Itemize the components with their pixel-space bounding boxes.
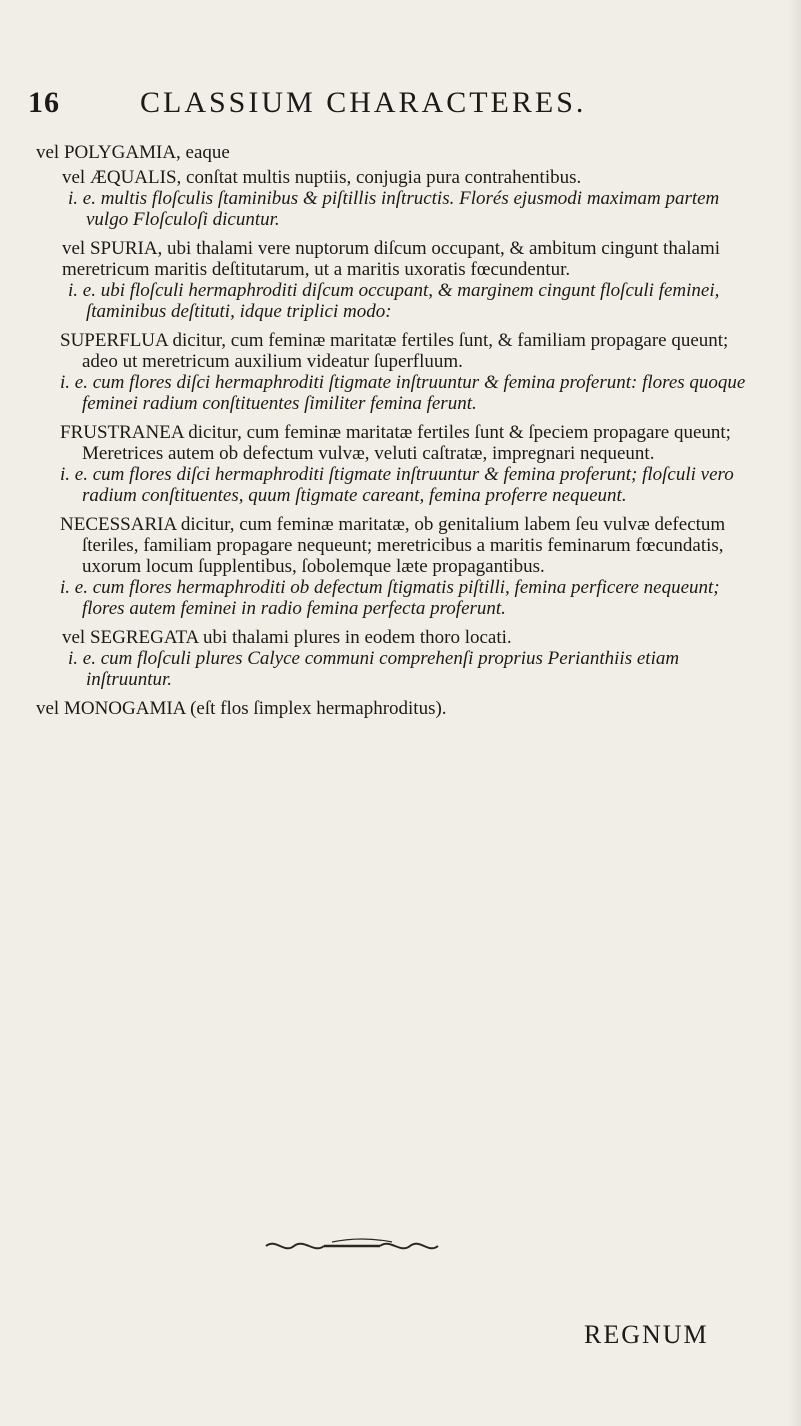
gloss-spuria: i. e. ubi floſculi hermaphroditi diſcum occupant, & marginem cingunt floſculi feminei, ſtaminibus deſtituti, idque triplici modo:: [68, 280, 720, 322]
catchword: REGNUM: [584, 1320, 709, 1349]
gloss-superflua: i. e. cum flores diſci hermaphroditi ſtigmate inſtruuntur & femina proferunt: flores quoque feminei radium conſtituentes ſimiliter femina ferunt.: [60, 372, 746, 414]
paragraph-necessaria: NECESSARIA dicitur, cum feminæ maritatæ, ob genitalium labem ſeu vulvæ defectum ſteriles, familiam propagare nequeunt; meretricibus a maritis feminarum fœcundatis, uxorum locum ſupplentibus, ſobolemque læte propagantibus.: [60, 514, 726, 577]
paragraph-superflua: SUPERFLUA dicitur, cum feminæ maritatæ fertiles ſunt, & familiam propagare queunt; adeo ut meretricum auxilium videatur ſuperfluum.: [60, 330, 729, 372]
paragraph-monogamia: vel MONOGAMIA (eſt flos ſimplex hermaphroditus).: [36, 698, 447, 719]
page-edge-shadow: [787, 0, 801, 1426]
running-title: CLASSIUM CHARACTERES.: [140, 86, 587, 119]
gloss-aequalis: i. e. multis floſculis ſtaminibus & piſtillis inſtructis. Florés ejusmodi maximam partem vulgo Floſculoſi dicuntur.: [68, 188, 720, 230]
paragraph-spuria: vel SPURIA, ubi thalami vere nuptorum diſcum occupant, & ambitum cingunt thalami meretricum maritis deſtitutarum, ut a maritis uxoratis fœcundentur.: [62, 238, 721, 280]
gloss-segregata: i. e. cum floſculi plures Calyce communi comprehenſi proprius Perianthiis etiam inſtruuntur.: [68, 648, 680, 690]
tailpiece-ornament-icon: [262, 1236, 442, 1256]
page-header: [28, 86, 748, 130]
body-text: [36, 142, 756, 719]
paragraph-polygamia: vel POLYGAMIA, eaque: [36, 142, 230, 163]
paragraph-aequalis: vel ÆQUALIS, conſtat multis nuptiis, conjugia pura contrahentibus.: [62, 167, 582, 188]
gloss-necessaria: i. e. cum flores hermaphroditi ob defectum ſtigmatis piſtilli, femina perficere nequeunt; flores autem feminei in radio femina perfecta proferunt.: [60, 577, 720, 619]
page-number: 16: [28, 86, 60, 119]
paragraph-frustranea: FRUSTRANEA dicitur, cum feminæ maritatæ fertiles ſunt & ſpeciem propagare queunt; Meretrices autem ob defectum vulvæ, veluti caſtratæ, impregnari nequeunt.: [60, 422, 731, 464]
gloss-frustranea: i. e. cum flores diſci hermaphroditi ſtigmate inſtruuntur & femina proferunt; floſculi vero radium conſtituentes, quum ſtigmate careant, femina proferre nequeunt.: [60, 464, 734, 506]
paragraph-segregata: vel SEGREGATA ubi thalami plures in eodem thoro locati.: [62, 627, 512, 648]
